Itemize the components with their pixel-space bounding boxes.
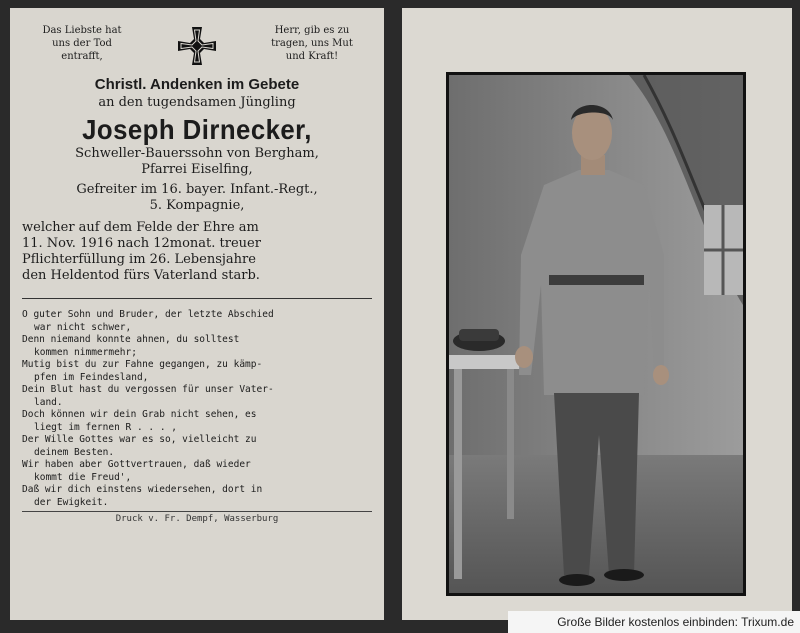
- verse-left: [22, 24, 142, 63]
- divider: [22, 298, 372, 299]
- origin-line: Pfarrei Eiselfing,: [141, 162, 253, 177]
- death-notice: [22, 220, 372, 284]
- poem-line: Dein Blut hast du vergossen für unser Vater-: [22, 384, 274, 395]
- memorial-card-text-panel: [10, 8, 384, 620]
- poem-line: deinem Besten.: [34, 446, 115, 458]
- death-line: welcher auf dem Felde der Ehre am: [22, 220, 259, 235]
- death-line: den Heldentod fürs Vaterland starb.: [22, 268, 260, 283]
- photo-frame: [446, 72, 746, 596]
- death-line: 11. Nov. 1916 nach 12monat. treuer: [22, 236, 261, 251]
- poem-line: kommt die Freud',: [34, 471, 132, 483]
- verse-left-line: entrafft,: [61, 51, 103, 62]
- iron-cross-icon: [175, 24, 219, 68]
- soldier-photograph: [449, 75, 743, 593]
- rank-text: [22, 182, 372, 214]
- poem-line: liegt im fernen R . . . ,: [34, 421, 177, 433]
- poem-line: Daß wir dich einstens wiedersehen, dort in: [22, 484, 263, 495]
- watermark-footer[interactable]: Große Bilder kostenlos einbinden: Trixum.de: [508, 611, 800, 633]
- poem-line: war nicht schwer,: [34, 321, 132, 333]
- rank-line: 5. Kompagnie,: [149, 198, 245, 213]
- memorial-poem: [22, 309, 372, 509]
- memorial-card-photo-panel: [402, 8, 792, 620]
- origin-line: Schweller-Bauerssohn von Bergham,: [75, 146, 319, 161]
- verse-right-line: Herr, gib es zu: [274, 25, 350, 36]
- poem-line: kommen nimmermehr;: [34, 346, 137, 358]
- printer-imprint: Druck v. Fr. Dempf, Wasserburg: [22, 511, 372, 524]
- soldier-photo-illustration: [449, 75, 743, 593]
- rank-line: Gefreiter im 16. bayer. Infant.-Regt.,: [76, 182, 318, 197]
- poem-line: O guter Sohn und Bruder, der letzte Abschied: [22, 309, 274, 320]
- memorial-heading: Christl. Andenken im Gebete: [94, 76, 300, 93]
- poem-line: der Ewigkeit.: [34, 496, 109, 508]
- poem-line: land.: [34, 396, 63, 408]
- poem-line: pfen im Feindesland,: [34, 371, 149, 383]
- verse-right: [252, 24, 372, 63]
- header-row: [22, 24, 372, 68]
- deceased-name: Joseph Dirnecker,: [82, 114, 312, 145]
- verse-right-line: tragen, uns Mut: [271, 38, 353, 49]
- text-panel-content: [22, 24, 372, 610]
- verse-left-line: uns der Tod: [52, 38, 112, 49]
- origin-text: [22, 146, 372, 178]
- verse-right-line: und Kraft!: [285, 51, 339, 62]
- verse-left-line: Das Liebste hat: [42, 25, 122, 36]
- poem-line: Doch können wir dein Grab nicht sehen, es: [22, 409, 257, 420]
- poem-line: Der Wille Gottes war es so, vielleicht zu: [22, 434, 257, 445]
- death-line: Pflichterfüllung im 26. Lebensjahre: [22, 252, 256, 267]
- poem-line: Mutig bist du zur Fahne gegangen, zu kämp-: [22, 359, 263, 370]
- memorial-subheading: an den tugendsamen Jüngling: [98, 95, 296, 110]
- poem-line: Denn niemand konnte ahnen, du solltest: [22, 334, 240, 345]
- poem-line: Wir haben aber Gottvertrauen, daß wieder: [22, 459, 251, 470]
